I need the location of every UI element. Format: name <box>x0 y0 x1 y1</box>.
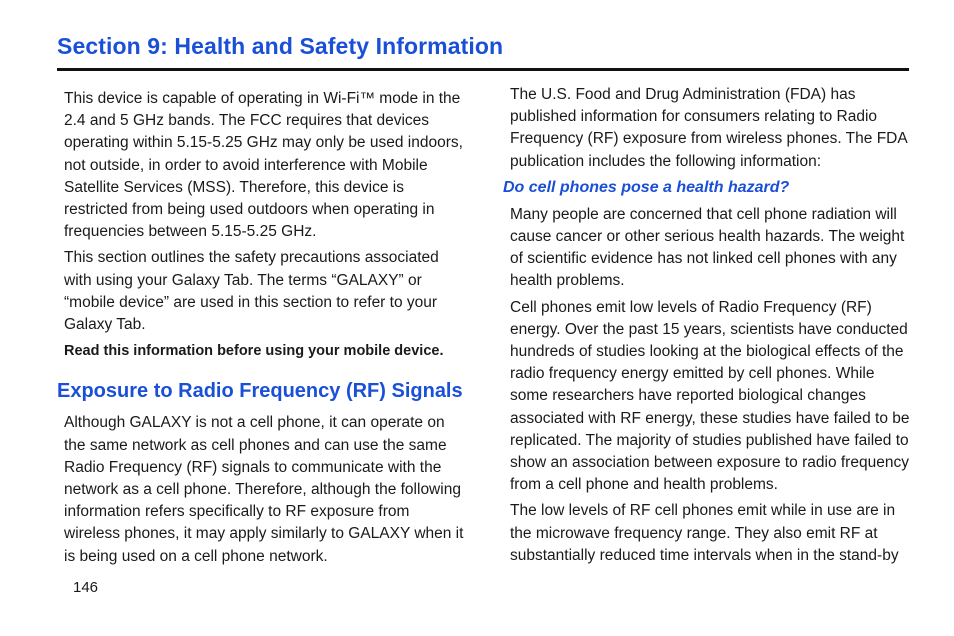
rf-exposure-heading: Exposure to Radio Frequency (RF) Signals <box>57 380 463 403</box>
fda-paragraph: The U.S. Food and Drug Administration (FDA) has published information for consumers relating to Radio Frequency (RF) exposure from wireless phones. The FDA publication includes the following information: <box>510 86 907 170</box>
health-hazard-subheading: Do cell phones pose a health hazard? <box>503 178 790 196</box>
left-column <box>57 88 464 572</box>
safety-intro-paragraph: This section outlines the safety precautions associated with using your Galaxy Tab. The terms “GALAXY” or “mobile device” are used in this section to refer to your Galaxy Tab. <box>64 249 439 334</box>
rf-galaxy-paragraph: Although GALAXY is not a cell phone, it can operate on the same network as cell phones and can use the same Radio Frequency (RF) signals to communicate with the network as a cell phone. Therefore, although the following information refers specifically to RF exposure from wireless phones, it may apply similarly to GALAXY when it is being used on a cell phone network. <box>64 414 464 565</box>
section-title: Section 9: Health and Safety Information <box>57 33 504 59</box>
page-number: 146 <box>73 579 99 596</box>
wifi-paragraph: This device is capable of operating in Wi-Fi™ mode in the 2.4 and 5 GHz bands. The FCC requires that devices operating within 5.15-5.25 GHz may only be used indoors, not outside, in order to avoid interference with Mobile Satellite Services (MSS). Therefore, this device is restricted from being used outdoors when operating in frequencies between 5.15-5.25 GHz. <box>64 90 463 241</box>
right-column <box>503 84 910 571</box>
rf-studies-paragraph: Cell phones emit low levels of Radio Frequency (RF) energy. Over the past 15 years, scientists have conducted hundreds of studies looking at the biological effects of the radio frequency energy emitted by cell phones. While some researchers have reported biological changes associated with RF energy, these studies have failed to be replicated. The majority of studies published have failed to show an association between exposure to radio frequency from a cell phone and health problems. <box>510 298 910 494</box>
microwave-paragraph: The low levels of RF cell phones emit while in use are in the microwave frequency range. They also emit RF at substantially reduced time intervals when in the stand-by <box>510 502 899 564</box>
title-divider <box>57 68 909 71</box>
concern-paragraph: Many people are concerned that cell phone radiation will cause cancer or other serious health hazards. The weight of scientific evidence has not linked cell phones with any health problems. <box>510 205 905 290</box>
read-info-note: Read this information before using your mobile device. <box>64 343 444 360</box>
